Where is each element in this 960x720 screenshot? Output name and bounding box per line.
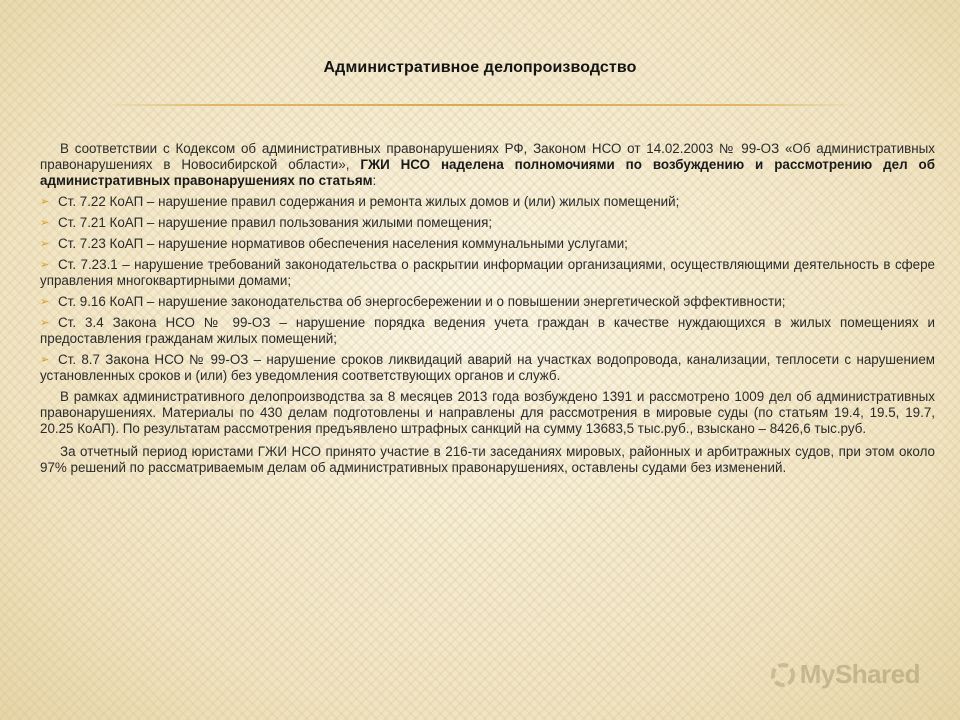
intro-paragraph bbox=[40, 141, 935, 189]
list-item-text: Ст. 7.21 КоАП – нарушение правил пользования жилыми помещения; bbox=[58, 215, 493, 230]
arrow-bullet-icon: ➢ bbox=[40, 238, 50, 250]
arrow-bullet-icon: ➢ bbox=[40, 354, 50, 366]
list-item bbox=[40, 194, 935, 210]
list-item bbox=[40, 294, 935, 310]
statistics-paragraph: В рамках административного делопроизводства за 8 месяцев 2013 года возбуждено 1391 и рассмотрено 1009 дел об административных правонарушениях. Материалы по 430 делам подготовлены и направлены для рассмотрения в мировые суды (по статьям 19.4, 19.5, 19.7, 20.25 КоАП). По результатам рассмотрения предъявлено штрафных санкций на сумму 13683,5 тыс.руб., взыскано – 8426,6 тыс.руб. bbox=[40, 389, 935, 436]
list-item bbox=[40, 257, 935, 289]
list-item-text: Ст. 8.7 Закона НСО № 99-ОЗ – нарушение сроков ликвидаций аварий на участках водопровода, канализации, теплосети с нарушением установленных сроков и (или) без уведомления соответствующих органов и служб. bbox=[40, 352, 935, 383]
slide-title: Административное делопроизводство bbox=[323, 59, 637, 76]
ring-logo-icon bbox=[770, 662, 796, 688]
arrow-bullet-icon: ➢ bbox=[40, 317, 50, 329]
watermark-text: MyShared bbox=[799, 659, 920, 689]
list-item-text: Ст. 7.23 КоАП – нарушение нормативов обеспечения населения коммунальными услугами; bbox=[58, 236, 628, 251]
intro-colon: : bbox=[372, 173, 377, 188]
watermark-logo bbox=[770, 659, 920, 690]
arrow-bullet-icon: ➢ bbox=[40, 296, 50, 308]
arrow-bullet-icon: ➢ bbox=[40, 259, 50, 271]
list-item-text: Ст. 7.23.1 – нарушение требований законодательства о раскрытии информации организациями, осуществляющими деятельность в сфере управления многоквартирными домами; bbox=[40, 257, 935, 288]
intro-bold-text: ГЖИ НСО наделена полномочиями по возбуждению и рассмотрению дел об административных правонарушениях по статьям bbox=[40, 157, 935, 188]
list-item bbox=[40, 315, 935, 347]
intro-text: В соответствии с Кодексом об административных правонарушениях РФ, Законом НСО от 14.02.2003 № 99-ОЗ «Об административных правонарушениях в Новосибирской области», bbox=[40, 141, 935, 172]
list-item-text: Ст. 3.4 Закона НСО № 99-ОЗ – нарушение порядка ведения учета граждан в качестве нуждающихся в жилых помещениях и предоставления гражданам жилых помещений; bbox=[40, 315, 935, 346]
slide-body bbox=[40, 141, 935, 483]
list-item bbox=[40, 352, 935, 384]
list-item-text: Ст. 7.22 КоАП – нарушение правил содержания и ремонта жилых домов и (или) жилых помещений; bbox=[58, 194, 680, 209]
arrow-bullet-icon: ➢ bbox=[40, 196, 50, 208]
court-paragraph: За отчетный период юристами ГЖИ НСО принято участие в 216-ти заседаниях мировых, районных и арбитражных судов, при этом около 97% решений по рассматриваемым делам об административных правонарушениях, оставлены судами без изменений. bbox=[40, 444, 935, 475]
title-divider bbox=[100, 104, 860, 106]
arrow-bullet-icon: ➢ bbox=[40, 217, 50, 229]
list-item bbox=[40, 215, 935, 231]
list-item bbox=[40, 236, 935, 252]
list-item-text: Ст. 9.16 КоАП – нарушение законодательства об энергосбережении и о повышении энергетической эффективности; bbox=[58, 294, 786, 309]
